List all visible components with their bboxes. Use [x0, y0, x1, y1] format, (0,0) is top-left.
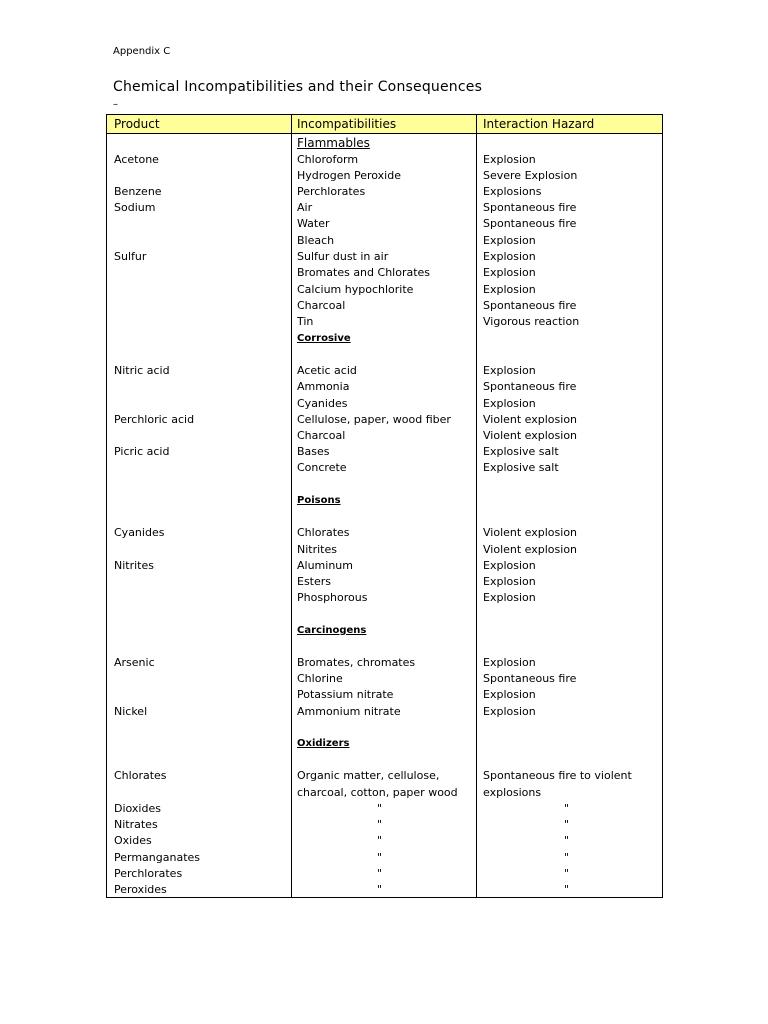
product-cell: Picric acid [114, 445, 170, 458]
incompatibility-cell: Chlorates [297, 526, 350, 539]
header-interaction-hazard: Interaction Hazard [483, 117, 595, 131]
hazard-cell: Explosion [483, 153, 536, 166]
incompatibility-cell: Bromates, chromates [297, 656, 416, 669]
table-row [107, 704, 662, 720]
table-row [107, 265, 662, 281]
incompatibility-cell: Concrete [297, 461, 347, 474]
hazard-cell: Explosions [483, 185, 542, 198]
category-row [107, 623, 662, 639]
table-row [107, 282, 662, 298]
table-row [107, 428, 662, 444]
incompatibility-cell: Water [297, 217, 330, 230]
table-row [107, 200, 662, 216]
product-cell: Oxides [114, 834, 152, 847]
incompatibility-cell: Aluminum [297, 559, 353, 572]
table-row [107, 363, 662, 379]
product-cell: Nitrates [114, 818, 158, 831]
table-header-row [107, 115, 662, 134]
product-cell: Peroxides [114, 883, 167, 896]
product-cell: Benzene [114, 185, 162, 198]
hazard-cell: Explosion [483, 591, 536, 604]
hazard-cell: Explosion [483, 705, 536, 718]
incompatibility-cell: Cellulose, paper, wood fiber [297, 413, 451, 426]
incompatibility-cell: Sulfur dust in air [297, 250, 389, 263]
ditto-cell: " [564, 867, 570, 880]
table-row [107, 525, 662, 541]
category-row [107, 736, 662, 752]
hazard-cell: Explosion [483, 234, 536, 247]
table-row [107, 444, 662, 460]
hazard-cell: Explosive salt [483, 445, 559, 458]
ditto-cell: " [564, 834, 570, 847]
table-row [107, 882, 662, 898]
table-row [107, 850, 662, 866]
table-row [107, 574, 662, 590]
hazard-cell: Explosion [483, 688, 536, 701]
table-row [107, 768, 662, 784]
ditto-cell: " [377, 818, 383, 831]
product-cell: Permanganates [114, 851, 201, 864]
category-flammables: Flammables [297, 136, 370, 150]
incompatibility-cell: Charcoal [297, 299, 346, 312]
hazard-cell: Explosion [483, 656, 536, 669]
product-cell: Nickel [114, 705, 148, 718]
product-cell: Cyanides [114, 526, 165, 539]
hazard-cell: Spontaneous fire [483, 201, 577, 214]
incompatibility-cell: Chloroform [297, 153, 359, 166]
hazard-cell: Spontaneous fire [483, 672, 577, 685]
incompatibility-cell: Organic matter, cellulose, [297, 769, 440, 782]
incompatibility-cell: Bromates and Chlorates [297, 266, 431, 279]
incompatibility-cell: Air [297, 201, 313, 214]
incompatibility-cell: Ammonium nitrate [297, 705, 401, 718]
ditto-cell: " [377, 867, 383, 880]
page-title: Chemical Incompatibilities and their Consequences [113, 79, 483, 95]
incompatibility-cell: Chlorine [297, 672, 343, 685]
ditto-cell: " [377, 802, 383, 815]
product-cell: Sodium [114, 201, 156, 214]
header-incompatibilities: Incompatibilities [297, 117, 397, 131]
incompatibility-table [106, 114, 663, 898]
ditto-cell: " [564, 883, 570, 896]
ditto-cell: " [377, 851, 383, 864]
incompatibility-cell: charcoal, cotton, paper wood [297, 786, 458, 799]
table-row [107, 542, 662, 558]
hazard-cell: Explosion [483, 397, 536, 410]
table-row [107, 817, 662, 833]
category-row [107, 331, 662, 347]
category-row [107, 135, 662, 151]
ditto-cell: " [564, 851, 570, 864]
hazard-cell: Spontaneous fire [483, 380, 577, 393]
hazard-cell: Explosion [483, 364, 536, 377]
hazard-cell: Vigorous reaction [483, 315, 580, 328]
incompatibility-cell: Nitrites [297, 543, 337, 556]
hazard-cell: Violent explosion [483, 526, 578, 539]
table-row [107, 590, 662, 606]
hazard-cell: Violent explosion [483, 429, 578, 442]
table-row [107, 801, 662, 817]
table-row [107, 460, 662, 476]
table-row [107, 687, 662, 703]
table-row [107, 314, 662, 330]
table-row [107, 168, 662, 184]
table-row [107, 152, 662, 168]
incompatibility-cell: Calcium hypochlorite [297, 283, 414, 296]
table-row [107, 558, 662, 574]
product-cell: Sulfur [114, 250, 147, 263]
appendix-label: Appendix C [113, 46, 171, 57]
table-row [107, 379, 662, 395]
table-row [107, 866, 662, 882]
ditto-cell: " [377, 834, 383, 847]
table-row [107, 785, 662, 801]
hazard-cell: Spontaneous fire [483, 299, 577, 312]
title-dash: – [113, 99, 118, 110]
incompatibility-cell: Phosphorous [297, 591, 368, 604]
hazard-cell: Severe Explosion [483, 169, 578, 182]
incompatibility-cell: Perchlorates [297, 185, 366, 198]
hazard-cell: Explosion [483, 559, 536, 572]
incompatibility-cell: Potassium nitrate [297, 688, 394, 701]
hazard-cell: Spontaneous fire to violent [483, 769, 632, 782]
hazard-cell: Explosion [483, 250, 536, 263]
hazard-cell: Explosion [483, 283, 536, 296]
category-oxidizers: Oxidizers [297, 738, 350, 749]
product-cell: Perchloric acid [114, 413, 195, 426]
ditto-cell: " [377, 883, 383, 896]
hazard-cell: Explosive salt [483, 461, 559, 474]
incompatibility-cell: Tin [297, 315, 314, 328]
ditto-cell: " [564, 818, 570, 831]
hazard-cell: Violent explosion [483, 413, 578, 426]
hazard-cell: Explosion [483, 575, 536, 588]
table-row [107, 412, 662, 428]
incompatibility-cell: Ammonia [297, 380, 350, 393]
category-corrosive: Corrosive [297, 333, 351, 344]
hazard-cell: Violent explosion [483, 543, 578, 556]
incompatibility-cell: Hydrogen Peroxide [297, 169, 401, 182]
table-row [107, 249, 662, 265]
category-carcinogens: Carcinogens [297, 625, 367, 636]
product-cell: Chlorates [114, 769, 167, 782]
hazard-cell: Spontaneous fire [483, 217, 577, 230]
table-row [107, 396, 662, 412]
product-cell: Dioxides [114, 802, 161, 815]
table-row [107, 216, 662, 232]
incompatibility-cell: Esters [297, 575, 332, 588]
product-cell: Acetone [114, 153, 159, 166]
incompatibility-cell: Acetic acid [297, 364, 357, 377]
product-cell: Nitric acid [114, 364, 170, 377]
incompatibility-cell: Charcoal [297, 429, 346, 442]
category-poisons: Poisons [297, 495, 341, 506]
incompatibility-cell: Bases [297, 445, 330, 458]
header-product: Product [114, 117, 160, 131]
incompatibility-cell: Bleach [297, 234, 335, 247]
product-cell: Arsenic [114, 656, 155, 669]
incompatibility-cell: Cyanides [297, 397, 348, 410]
category-row [107, 493, 662, 509]
table-row [107, 671, 662, 687]
hazard-cell: explosions [483, 786, 542, 799]
table-row [107, 655, 662, 671]
table-row [107, 298, 662, 314]
hazard-cell: Explosion [483, 266, 536, 279]
table-row [107, 233, 662, 249]
table-row [107, 833, 662, 849]
table-row [107, 184, 662, 200]
product-cell: Nitrites [114, 559, 154, 572]
product-cell: Perchlorates [114, 867, 183, 880]
ditto-cell: " [564, 802, 570, 815]
